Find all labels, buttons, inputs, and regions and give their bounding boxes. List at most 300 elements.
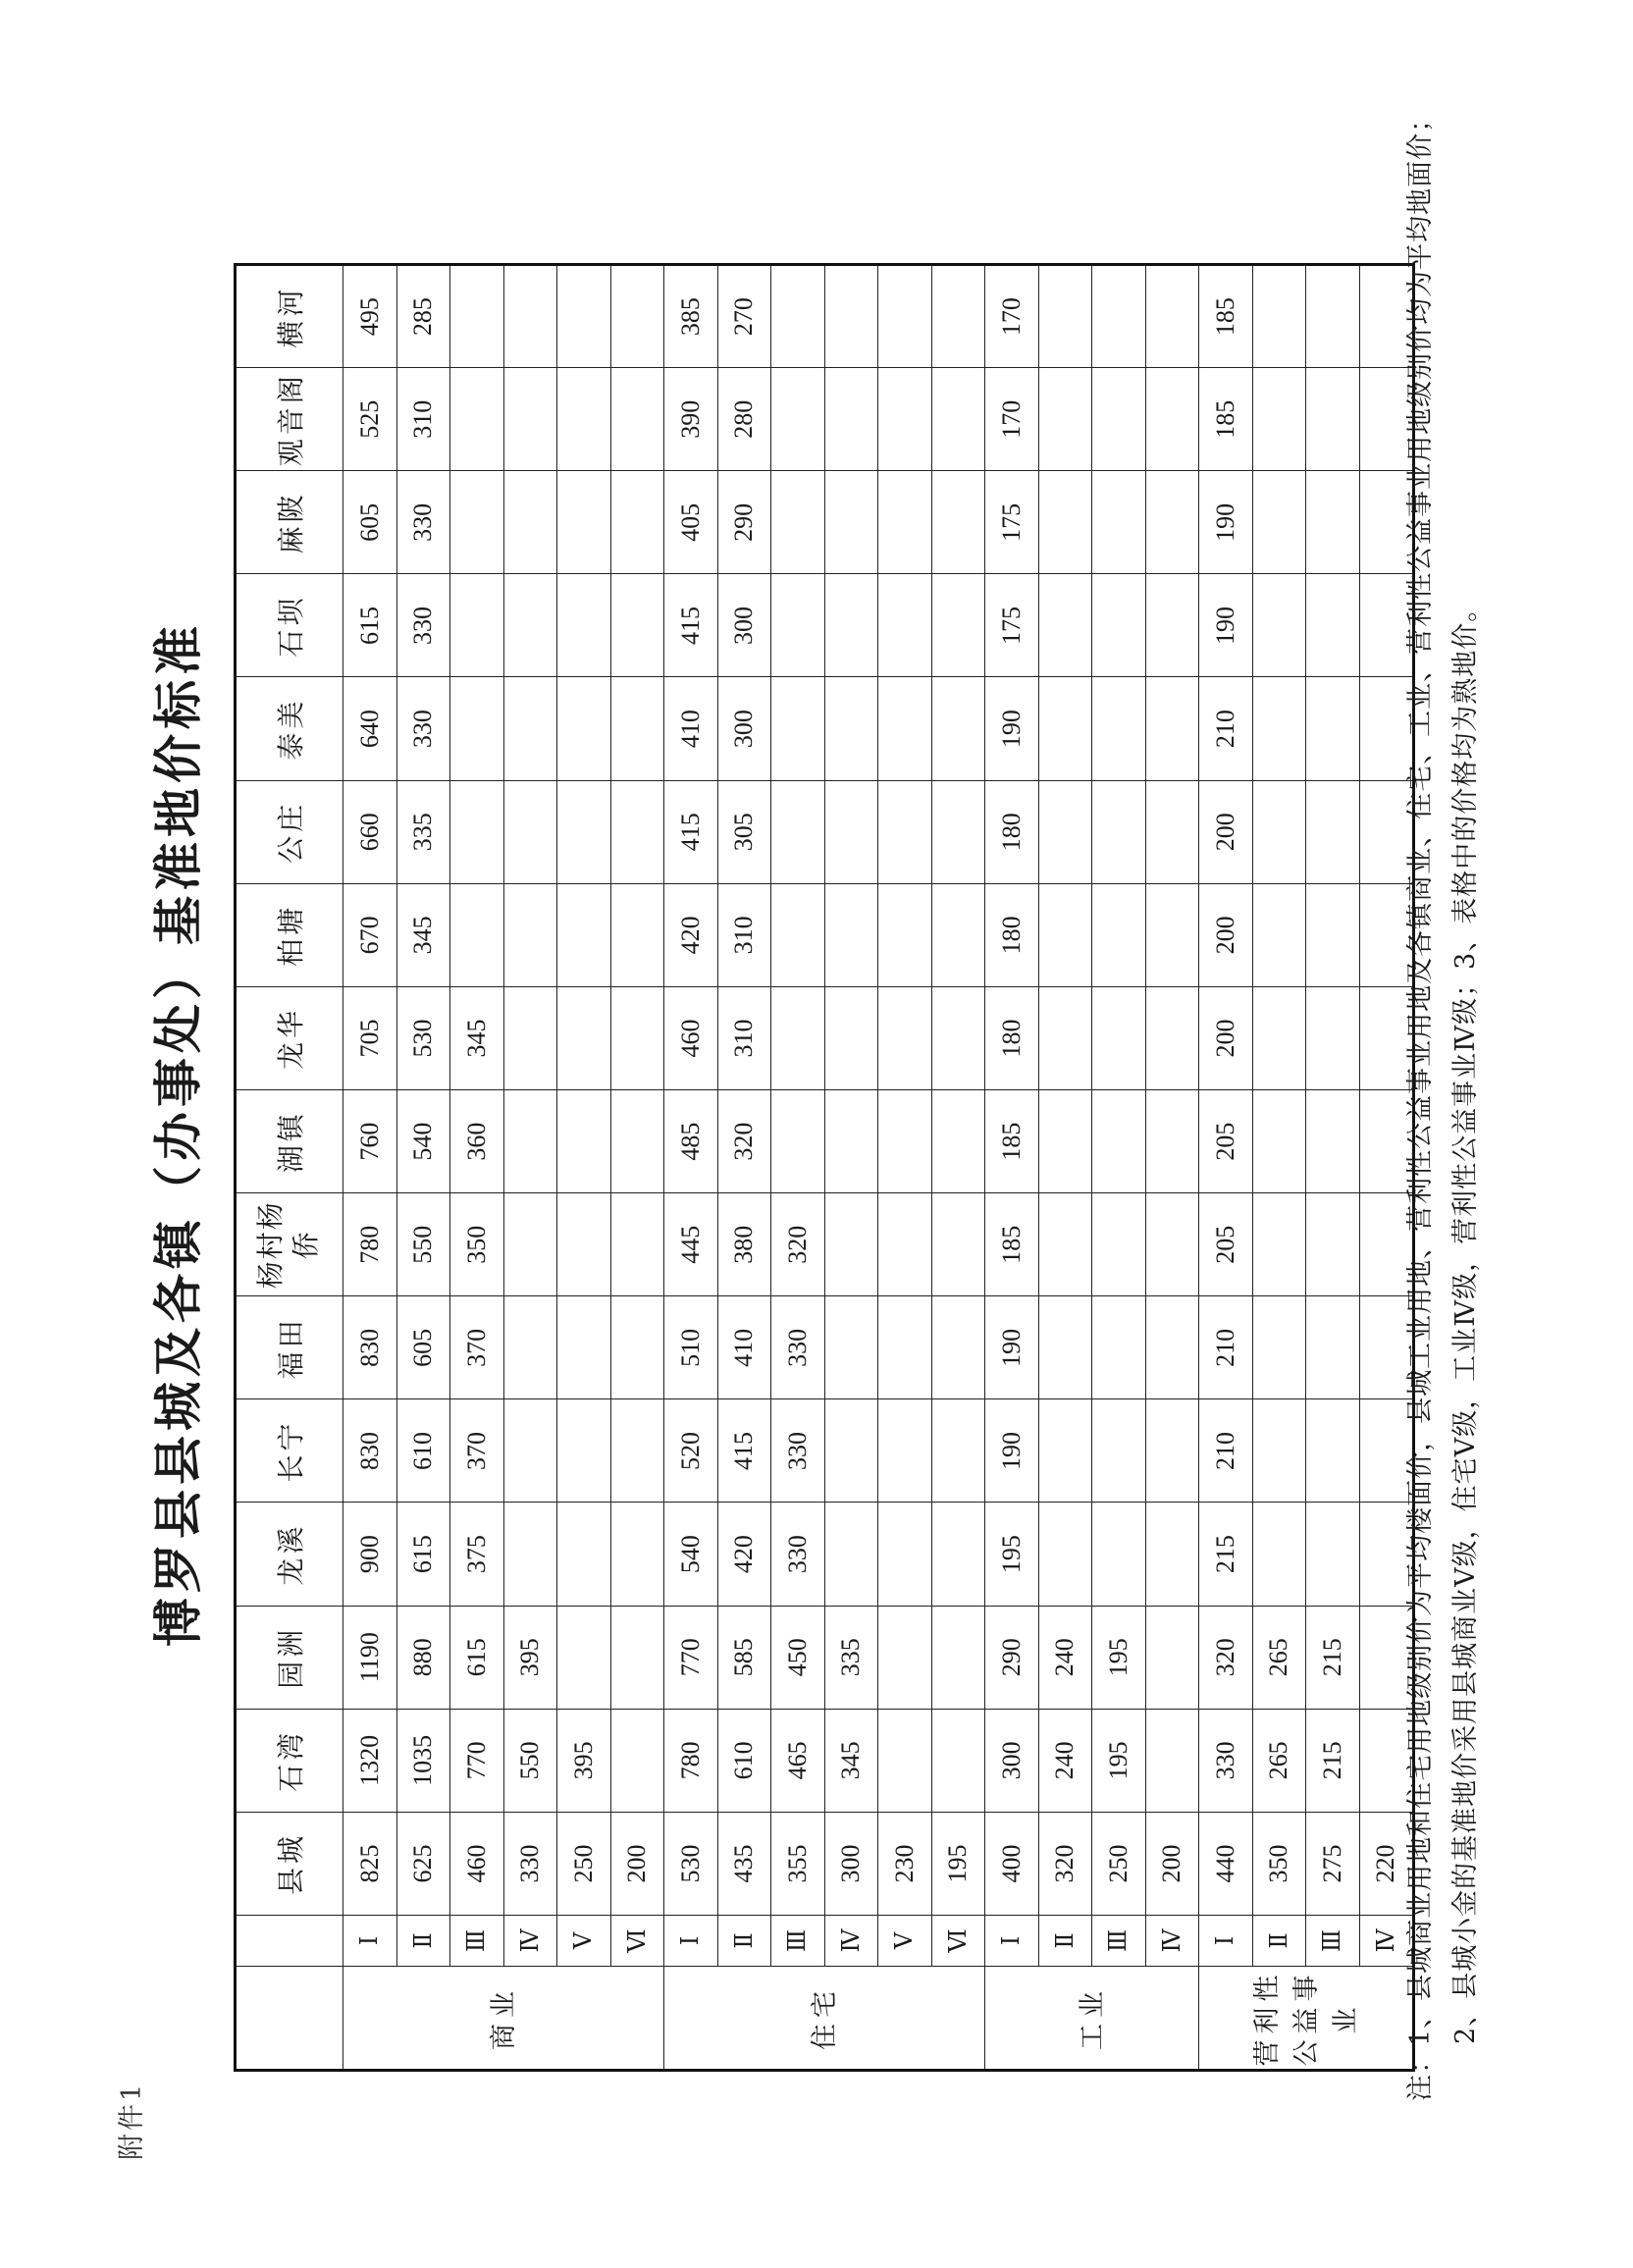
price-cell: 415	[664, 780, 718, 883]
price-cell: 215	[1306, 1709, 1360, 1812]
price-cell: 300	[985, 1709, 1039, 1812]
table-row	[771, 265, 825, 2071]
table-row	[985, 265, 1039, 2071]
price-cell: 265	[1252, 1709, 1306, 1812]
price-cell	[610, 1503, 664, 1606]
price-cell: 190	[1199, 471, 1253, 574]
price-cell	[1145, 1606, 1199, 1709]
price-cell: 390	[664, 368, 718, 471]
price-cell	[1145, 265, 1199, 368]
level-cell: Ⅲ	[1306, 1916, 1360, 1967]
column-header: 石坝	[236, 574, 343, 677]
price-cell: 355	[771, 1812, 825, 1915]
price-cell: 300	[717, 574, 771, 677]
level-cell: Ⅱ	[1038, 1916, 1092, 1967]
price-cell	[1145, 986, 1199, 1089]
price-cell	[503, 1399, 557, 1503]
price-cell: 195	[931, 1812, 985, 1915]
price-cell	[1145, 1399, 1199, 1503]
price-cell	[824, 1193, 878, 1296]
price-cell: 320	[717, 1090, 771, 1193]
price-cell	[1252, 1399, 1306, 1503]
table-header-row	[236, 265, 343, 2071]
price-cell	[878, 1709, 932, 1812]
price-cell: 180	[985, 883, 1039, 986]
price-cell: 345	[396, 883, 450, 986]
price-cell	[557, 574, 611, 677]
price-cell: 420	[717, 1503, 771, 1606]
price-cell	[610, 1193, 664, 1296]
category-cell: 住宅	[664, 1967, 985, 2071]
price-cell	[824, 265, 878, 368]
price-cell: 330	[771, 1503, 825, 1606]
price-cell: 380	[717, 1193, 771, 1296]
price-cell	[557, 265, 611, 368]
price-cell	[824, 574, 878, 677]
price-cell	[878, 265, 932, 368]
price-cell	[503, 883, 557, 986]
header-corner	[236, 1967, 343, 2071]
price-cell	[1092, 1503, 1146, 1606]
price-cell: 215	[1306, 1606, 1360, 1709]
column-header: 龙华	[236, 986, 343, 1089]
price-cell: 175	[985, 471, 1039, 574]
price-cell	[557, 1296, 611, 1399]
price-cell: 780	[664, 1709, 718, 1812]
price-cell	[557, 1090, 611, 1193]
price-cell	[1252, 1193, 1306, 1296]
price-cell	[931, 883, 985, 986]
price-cell: 445	[664, 1193, 718, 1296]
price-cell	[557, 780, 611, 883]
price-cell: 180	[985, 986, 1039, 1089]
price-cell	[610, 1399, 664, 1503]
price-cell	[878, 780, 932, 883]
price-cell: 230	[878, 1812, 932, 1915]
price-cell: 330	[503, 1812, 557, 1915]
price-cell	[557, 677, 611, 780]
price-cell: 1035	[396, 1709, 450, 1812]
price-cell: 510	[664, 1296, 718, 1399]
price-cell: 285	[396, 265, 450, 368]
level-cell: Ⅲ	[1092, 1916, 1146, 1967]
price-cell	[1038, 368, 1092, 471]
price-cell: 660	[343, 780, 397, 883]
price-cell: 670	[343, 883, 397, 986]
price-cell: 1190	[343, 1606, 397, 1709]
price-cell: 185	[1199, 368, 1253, 471]
price-cell: 190	[985, 1399, 1039, 1503]
price-cell	[1145, 1090, 1199, 1193]
price-cell	[771, 574, 825, 677]
price-cell	[610, 883, 664, 986]
price-cell: 370	[450, 1399, 504, 1503]
price-cell: 170	[985, 368, 1039, 471]
price-cell	[503, 780, 557, 883]
price-cell	[557, 368, 611, 471]
column-header: 县城	[236, 1812, 343, 1915]
level-cell: Ⅰ	[343, 1916, 397, 1967]
price-cell: 320	[1199, 1606, 1253, 1709]
price-cell: 550	[396, 1193, 450, 1296]
column-header: 龙溪	[236, 1503, 343, 1606]
price-cell: 415	[664, 574, 718, 677]
price-cell: 310	[717, 986, 771, 1089]
price-cell	[1252, 1503, 1306, 1606]
level-cell: Ⅵ	[931, 1916, 985, 1967]
price-cell	[1145, 780, 1199, 883]
price-cell	[878, 471, 932, 574]
price-cell: 265	[1252, 1606, 1306, 1709]
page-title: 博罗县县城及各镇（办事处）基准地价标准	[149, 621, 207, 1647]
price-cell: 825	[343, 1812, 397, 1915]
price-cell: 370	[450, 1296, 504, 1399]
price-cell	[1145, 1193, 1199, 1296]
price-cell: 310	[396, 368, 450, 471]
price-cell	[1092, 265, 1146, 368]
price-cell: 215	[1199, 1503, 1253, 1606]
price-cell	[878, 1296, 932, 1399]
price-cell: 345	[450, 986, 504, 1089]
price-cell	[557, 1399, 611, 1503]
price-cell	[610, 1090, 664, 1193]
header-level-blank	[236, 1916, 343, 1967]
price-cell: 330	[396, 574, 450, 677]
price-cell	[878, 1090, 932, 1193]
price-cell: 360	[450, 1090, 504, 1193]
price-cell: 250	[1092, 1812, 1146, 1915]
price-cell	[610, 986, 664, 1089]
price-cell	[771, 1090, 825, 1193]
price-cell: 460	[664, 986, 718, 1089]
category-cell: 商业	[343, 1967, 664, 2071]
column-header: 福田	[236, 1296, 343, 1399]
price-cell	[1306, 574, 1360, 677]
price-cell	[1038, 883, 1092, 986]
price-cell: 240	[1038, 1709, 1092, 1812]
price-cell: 320	[771, 1193, 825, 1296]
price-cell	[931, 471, 985, 574]
price-cell	[1145, 574, 1199, 677]
price-cell	[931, 1503, 985, 1606]
price-cell	[503, 1296, 557, 1399]
price-cell: 465	[771, 1709, 825, 1812]
table-row	[396, 265, 450, 2071]
price-cell: 350	[1252, 1812, 1306, 1915]
price-cell	[878, 574, 932, 677]
price-cell	[610, 1606, 664, 1709]
price-cell: 615	[343, 574, 397, 677]
price-cell	[1145, 1503, 1199, 1606]
price-cell	[1252, 1296, 1306, 1399]
column-header: 横河	[236, 265, 343, 368]
price-cell	[1038, 265, 1092, 368]
price-cell	[503, 1503, 557, 1606]
price-cell: 270	[717, 265, 771, 368]
price-cell: 200	[1199, 780, 1253, 883]
price-cell: 350	[450, 1193, 504, 1296]
price-cell	[557, 1503, 611, 1606]
price-cell: 275	[1306, 1812, 1360, 1915]
price-cell	[610, 265, 664, 368]
price-cell	[557, 986, 611, 1089]
level-cell: Ⅵ	[610, 1916, 664, 1967]
price-cell: 200	[1145, 1812, 1199, 1915]
price-cell	[1252, 883, 1306, 986]
price-cell	[503, 574, 557, 677]
price-cell	[824, 368, 878, 471]
price-cell	[771, 883, 825, 986]
price-cell	[1092, 1296, 1146, 1399]
price-cell: 830	[343, 1296, 397, 1399]
price-cell	[878, 1503, 932, 1606]
price-cell	[1145, 1709, 1199, 1812]
price-cell	[1306, 1193, 1360, 1296]
price-cell	[931, 780, 985, 883]
price-cell: 280	[717, 368, 771, 471]
price-cell: 305	[717, 780, 771, 883]
table-row	[1252, 265, 1306, 2071]
price-cell	[824, 986, 878, 1089]
price-cell	[931, 1090, 985, 1193]
price-cell	[1038, 1503, 1092, 1606]
category-cell: 营利性公益事业	[1199, 1967, 1414, 2071]
price-cell	[771, 471, 825, 574]
price-cell	[1252, 574, 1306, 677]
price-cell	[1252, 986, 1306, 1089]
price-cell: 435	[717, 1812, 771, 1915]
price-cell	[824, 1399, 878, 1503]
price-cell	[1306, 1503, 1360, 1606]
table-row	[931, 265, 985, 2071]
price-cell: 375	[450, 1503, 504, 1606]
table-row	[664, 265, 718, 2071]
price-cell: 205	[1199, 1090, 1253, 1193]
price-cell: 345	[824, 1709, 878, 1812]
price-cell	[1145, 677, 1199, 780]
price-cell: 610	[396, 1399, 450, 1503]
price-cell	[450, 265, 504, 368]
price-cell	[1306, 265, 1360, 368]
price-cell: 335	[824, 1606, 878, 1709]
price-cell	[610, 677, 664, 780]
table-row	[343, 265, 397, 2071]
price-cell: 585	[717, 1606, 771, 1709]
price-cell: 610	[717, 1709, 771, 1812]
price-cell: 525	[343, 368, 397, 471]
price-cell	[931, 1296, 985, 1399]
price-cell	[824, 780, 878, 883]
price-cell	[1092, 780, 1146, 883]
column-header: 园洲	[236, 1606, 343, 1709]
price-cell: 240	[1038, 1606, 1092, 1709]
price-cell	[503, 1193, 557, 1296]
note-line-1: 注：1、县城商业用地和住宅用地级别价为平均楼面价，县城工业用地、营利性公益事业用地及各镇商业、住宅、工业、营利性公益事业用地级别价均为平均地面价；	[1405, 104, 1436, 2101]
table-row	[450, 265, 504, 2071]
price-cell	[1306, 780, 1360, 883]
column-header: 泰美	[236, 677, 343, 780]
level-cell: Ⅱ	[1252, 1916, 1306, 1967]
price-cell	[503, 986, 557, 1089]
price-cell	[1092, 986, 1146, 1089]
price-cell: 450	[771, 1606, 825, 1709]
price-cell: 705	[343, 986, 397, 1089]
price-cell: 290	[985, 1606, 1039, 1709]
price-cell	[1092, 677, 1146, 780]
price-cell	[878, 1399, 932, 1503]
level-cell: Ⅴ	[878, 1916, 932, 1967]
price-cell: 530	[664, 1812, 718, 1915]
price-cell: 625	[396, 1812, 450, 1915]
price-cell	[1145, 883, 1199, 986]
level-cell: Ⅰ	[664, 1916, 718, 1967]
price-cell	[1306, 1296, 1360, 1399]
price-cell	[931, 265, 985, 368]
price-cell	[771, 368, 825, 471]
notes	[1398, 89, 1489, 2101]
price-cell	[1252, 471, 1306, 574]
price-cell	[1038, 677, 1092, 780]
price-cell: 385	[664, 265, 718, 368]
price-cell: 460	[450, 1812, 504, 1915]
price-cell	[503, 265, 557, 368]
price-cell	[557, 471, 611, 574]
level-cell: Ⅳ	[1145, 1916, 1199, 1967]
price-cell: 400	[985, 1812, 1039, 1915]
price-cell	[610, 368, 664, 471]
level-cell: Ⅳ	[503, 1916, 557, 1967]
column-header: 观音阁	[236, 368, 343, 471]
column-header: 石湾	[236, 1709, 343, 1812]
level-cell: Ⅱ	[717, 1916, 771, 1967]
price-cell: 440	[1199, 1812, 1253, 1915]
table-row	[1306, 265, 1360, 2071]
price-cell: 320	[1038, 1812, 1092, 1915]
level-cell: Ⅲ	[771, 1916, 825, 1967]
price-cell: 195	[1092, 1606, 1146, 1709]
table-row	[717, 265, 771, 2071]
price-cell	[878, 677, 932, 780]
price-cell: 395	[503, 1606, 557, 1709]
price-cell	[824, 1296, 878, 1399]
price-cell	[1038, 1193, 1092, 1296]
price-cell	[1092, 1193, 1146, 1296]
price-cell	[557, 1606, 611, 1709]
price-cell	[771, 780, 825, 883]
price-cell: 310	[717, 883, 771, 986]
price-cell	[1306, 1090, 1360, 1193]
price-cell: 395	[557, 1709, 611, 1812]
price-cell: 300	[717, 677, 771, 780]
column-header: 公庄	[236, 780, 343, 883]
price-cell: 330	[396, 677, 450, 780]
table-row	[1092, 265, 1146, 2071]
price-cell: 195	[1092, 1709, 1146, 1812]
price-cell	[610, 471, 664, 574]
price-cell: 770	[450, 1709, 504, 1812]
price-cell	[878, 368, 932, 471]
table-body	[343, 265, 1414, 2071]
price-cell	[824, 1503, 878, 1606]
price-cell: 220	[1359, 1812, 1414, 1915]
price-cell	[503, 677, 557, 780]
table-row	[1145, 265, 1199, 2071]
price-cell	[931, 1399, 985, 1503]
price-cell: 615	[396, 1503, 450, 1606]
price-cell	[1252, 1090, 1306, 1193]
price-cell: 205	[1199, 1193, 1253, 1296]
price-cell	[1092, 574, 1146, 677]
level-cell: Ⅳ	[824, 1916, 878, 1967]
price-cell	[450, 780, 504, 883]
table-row	[1199, 265, 1253, 2071]
price-cell	[1145, 1296, 1199, 1399]
price-cell	[1145, 471, 1199, 574]
price-cell	[1306, 986, 1360, 1089]
land-price-table	[234, 263, 1415, 2072]
price-cell	[610, 574, 664, 677]
price-cell: 410	[664, 677, 718, 780]
price-cell	[1038, 471, 1092, 574]
price-cell: 330	[771, 1296, 825, 1399]
price-cell	[931, 574, 985, 677]
price-cell	[878, 986, 932, 1089]
price-cell: 290	[717, 471, 771, 574]
level-cell: Ⅱ	[396, 1916, 450, 1967]
price-cell: 605	[343, 471, 397, 574]
note-line-2: 2、县城小金的基准地价采用县城商业Ⅴ级，住宅Ⅴ级，工业Ⅳ级，营利性公益事业Ⅳ级；3、表格中的价格均为熟地价。	[1450, 594, 1481, 2044]
price-cell	[450, 368, 504, 471]
price-cell	[610, 1709, 664, 1812]
price-cell	[931, 1709, 985, 1812]
column-header: 麻陂	[236, 471, 343, 574]
price-cell	[1252, 677, 1306, 780]
price-cell: 520	[664, 1399, 718, 1503]
table-row	[878, 265, 932, 2071]
price-cell: 1320	[343, 1709, 397, 1812]
price-cell: 780	[343, 1193, 397, 1296]
price-cell	[878, 883, 932, 986]
price-cell: 170	[985, 265, 1039, 368]
price-cell	[503, 471, 557, 574]
level-cell: Ⅴ	[557, 1916, 611, 1967]
price-cell: 495	[343, 265, 397, 368]
price-cell	[1145, 368, 1199, 471]
price-cell	[450, 574, 504, 677]
price-cell: 185	[985, 1193, 1039, 1296]
price-cell: 210	[1199, 1296, 1253, 1399]
price-cell: 175	[985, 574, 1039, 677]
price-cell	[450, 471, 504, 574]
level-cell: Ⅰ	[1199, 1916, 1253, 1967]
price-cell	[1092, 883, 1146, 986]
price-cell	[1038, 780, 1092, 883]
price-cell: 185	[1199, 265, 1253, 368]
price-cell: 330	[1199, 1709, 1253, 1812]
price-cell: 900	[343, 1503, 397, 1606]
price-cell	[1038, 1090, 1092, 1193]
price-cell	[1038, 1399, 1092, 1503]
price-cell: 410	[717, 1296, 771, 1399]
price-cell: 605	[396, 1296, 450, 1399]
level-cell: Ⅳ	[1359, 1916, 1414, 1967]
price-cell: 335	[396, 780, 450, 883]
price-cell: 405	[664, 471, 718, 574]
level-cell: Ⅲ	[450, 1916, 504, 1967]
price-cell	[1306, 471, 1360, 574]
price-cell: 185	[985, 1090, 1039, 1193]
price-cell	[1038, 574, 1092, 677]
